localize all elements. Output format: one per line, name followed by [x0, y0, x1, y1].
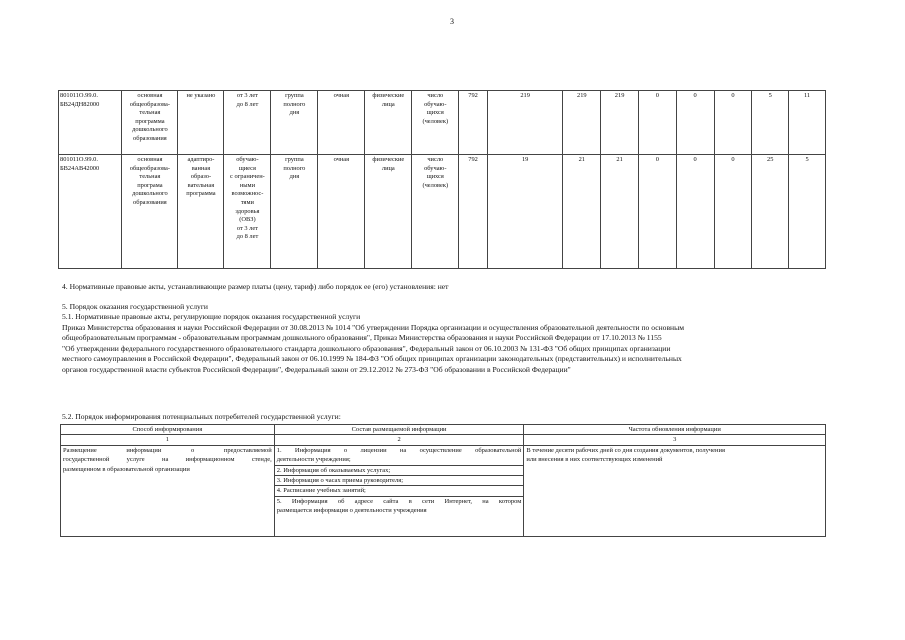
- cell-line: ванная: [191, 164, 211, 172]
- value-cell: 25: [752, 155, 789, 269]
- program-cell: [122, 155, 178, 269]
- section-5-1-title: 5.1. Нормативные правовые акты, регулирующие порядок оказания государственной услуги: [62, 312, 361, 321]
- info-cell: [274, 445, 524, 536]
- section-4-text: 4. Нормативные правовые акты, устанавливающие размер платы (цену, тариф) либо порядок ее (его) установления: нет: [62, 282, 449, 291]
- category-cell: [178, 155, 224, 269]
- cell-line: (человек): [422, 117, 449, 125]
- cell-line: програма: [137, 181, 163, 189]
- cell-line: здоровья: [235, 207, 260, 215]
- cell-line: физические: [372, 92, 405, 99]
- age-cell: [224, 91, 271, 155]
- cell-line: БВ24АВ42000: [60, 164, 100, 172]
- cell-line: вательная: [187, 181, 215, 189]
- cell-line: 801011О.99.0.: [60, 156, 98, 163]
- method-line: государственной услуге на информационном стенде,: [63, 456, 272, 464]
- cell-line: общеобразова-: [129, 100, 171, 108]
- value-cell: 21: [563, 155, 601, 269]
- cell-line: дошкольного: [132, 190, 168, 198]
- cell-line: образо-: [190, 173, 212, 181]
- info-item: [275, 446, 524, 466]
- section-5-title: 5. Порядок оказания государственной услуги: [62, 302, 208, 311]
- section-5-2-title: 5.2. Порядок информирования потенциальных потребителей государственной услуги:: [62, 412, 341, 421]
- cell-line: возможнос-: [231, 190, 264, 198]
- info-item-line: размещается информация о деятельности учреждения: [276, 507, 427, 515]
- category-cell: [178, 91, 224, 155]
- cell-line: до 8 лет: [236, 100, 259, 108]
- cell-line: с ограничен-: [230, 173, 265, 181]
- cell-line: очная: [333, 156, 350, 163]
- age-cell: [224, 155, 271, 269]
- frequency-line: или внесения в них соответствующих изменений: [526, 456, 663, 464]
- value-cell: 0: [638, 155, 676, 269]
- informing-table: [60, 424, 826, 537]
- cell-line: от 3 лет: [236, 92, 258, 99]
- okei-code-cell: 792: [459, 155, 488, 269]
- normative-acts-line: Приказ Министерства образования и науки Российской Федерации от 30.08.2013 № 1014 "Об утверждении Порядка организации и осуществления образовательной деятельности по основным: [62, 323, 685, 332]
- cell-line: основная: [137, 156, 163, 163]
- value-cell: 0: [638, 91, 676, 155]
- cell-line: дня: [289, 173, 300, 181]
- info-item-line: деятельности учреждения;: [276, 456, 351, 464]
- value-cell: 11: [789, 91, 826, 155]
- indicators-table: [58, 90, 826, 269]
- value-cell: 5: [752, 91, 789, 155]
- column-number: 1: [61, 435, 275, 445]
- cell-line: ными: [239, 181, 255, 189]
- cell-line: группа: [285, 92, 304, 99]
- value-cell: 5: [789, 155, 826, 269]
- cell-line: до 8 лет: [236, 233, 259, 241]
- info-item: [275, 486, 524, 496]
- cell-line: программа: [186, 190, 216, 198]
- table-row: [59, 155, 826, 269]
- value-cell: 0: [676, 91, 714, 155]
- cell-line: адаптиро-: [187, 156, 215, 163]
- cell-line: образования: [133, 134, 167, 142]
- cell-line: физические: [372, 156, 405, 163]
- table-row: [59, 91, 826, 155]
- cell-line: основная: [137, 92, 163, 99]
- cell-line: обучаю-: [424, 100, 447, 108]
- cell-line: обучаю-: [424, 164, 447, 172]
- column-header-info: Состав размещаемой информации: [274, 425, 524, 435]
- normative-acts-line: общеобразовательным программам - образовательным программам дошкольного образования", Приказ Министерства образования и науки Российской Федерации от 17.10.2013 № 1155: [62, 333, 662, 343]
- info-item: [275, 476, 524, 486]
- cell-line: 801011О.99.0.: [60, 92, 98, 99]
- value-cell: 0: [714, 91, 752, 155]
- method-line: Размещение информации о предоставляемой: [63, 446, 272, 454]
- okei-code-cell: 792: [459, 91, 488, 155]
- cell-line: (человек): [422, 181, 449, 189]
- cell-line: щихся: [426, 109, 444, 117]
- info-item-line: 5. Информация об адресе сайта в сети Интернет, на котором: [276, 497, 522, 505]
- cell-line: щиеся: [238, 164, 256, 172]
- info-item-line: 4. Расписание учебных занятий;: [276, 487, 366, 495]
- normative-acts-line: "Об утверждении федерального государственного образовательного стандарта дошкольного образования", Федеральный закон от 06.10.2003 № 131-ФЗ "Об общих принципах организации: [62, 343, 671, 353]
- cell-line: щихся: [426, 173, 444, 181]
- cell-line: очная: [333, 92, 350, 99]
- cell-line: полного: [283, 164, 306, 172]
- cell-line: дошкольного: [132, 126, 168, 134]
- normative-acts-line: местного самоуправления в Российской Федерации", Федеральный закон от 06.10.1999 № 184-ФЗ "Об общих принципах организации законодательных (представительных) и исполнительных: [62, 354, 682, 364]
- column-header-frequency: Частота обновления информации: [524, 425, 826, 435]
- frequency-cell: [524, 445, 826, 536]
- cell-line: полного: [283, 100, 306, 108]
- value-cell: 219: [601, 91, 639, 155]
- cell-line: тельная: [139, 173, 161, 181]
- method-cell: [61, 445, 275, 536]
- column-number: 2: [274, 435, 524, 445]
- indicator-name-cell: [412, 91, 459, 155]
- unique-record-number: [59, 91, 122, 155]
- info-item-line: 2. Информация об оказываемых услугах;: [276, 466, 391, 474]
- consumers-cell: [365, 91, 412, 155]
- unique-record-number: [59, 155, 122, 269]
- cell-line: группа: [285, 156, 304, 163]
- info-item-line: 1. Информация о лицензии на осуществление образовательной: [276, 446, 522, 454]
- column-number: 3: [524, 435, 826, 445]
- page-number: 3: [450, 17, 454, 26]
- info-item-line: 3. Информация о часах приема руководителя;: [276, 477, 404, 485]
- cell-line: число: [427, 92, 444, 99]
- info-item: [275, 466, 524, 476]
- frequency-line: В течение десяти рабочих дней со дня создания документов, получения: [526, 446, 725, 454]
- mode-cell: [271, 91, 318, 155]
- normative-acts-text: [62, 323, 826, 375]
- value-cell: 21: [601, 155, 639, 269]
- cell-line: обучаю-: [236, 156, 259, 163]
- info-item: [275, 497, 524, 516]
- cell-line: тями: [240, 198, 254, 206]
- value-cell: 0: [714, 155, 752, 269]
- cell-line: БВ24ДН82000: [60, 100, 100, 108]
- value-cell: 219: [487, 91, 563, 155]
- cell-line: лица: [381, 100, 395, 108]
- cell-line: лица: [381, 164, 395, 172]
- consumers-cell: [365, 155, 412, 269]
- indicator-name-cell: [412, 155, 459, 269]
- cell-line: общеобразова-: [129, 164, 171, 172]
- cell-line: число: [427, 156, 444, 163]
- program-cell: [122, 91, 178, 155]
- cell-line: дня: [289, 109, 300, 117]
- column-header-method: Способ информирования: [61, 425, 275, 435]
- cell-line: тельная: [139, 109, 161, 117]
- value-cell: 0: [676, 155, 714, 269]
- normative-acts-line: органов государственной власти субъектов Российской Федерации", Федеральный закон от 29.12.2012 № 273-ФЗ "Об образовании в Российской Федерации": [62, 364, 571, 374]
- form-cell: [318, 91, 365, 155]
- value-cell: 19: [487, 155, 563, 269]
- value-cell: 219: [563, 91, 601, 155]
- cell-line: от 3 лет: [236, 224, 258, 232]
- form-cell: [318, 155, 365, 269]
- cell-line: образования: [133, 198, 167, 206]
- cell-line: (ОВЗ): [239, 216, 256, 224]
- method-line: размещенном в образовательной организации: [63, 465, 190, 473]
- cell-line: программа: [135, 117, 165, 125]
- cell-line: не указано: [186, 92, 216, 99]
- mode-cell: [271, 155, 318, 269]
